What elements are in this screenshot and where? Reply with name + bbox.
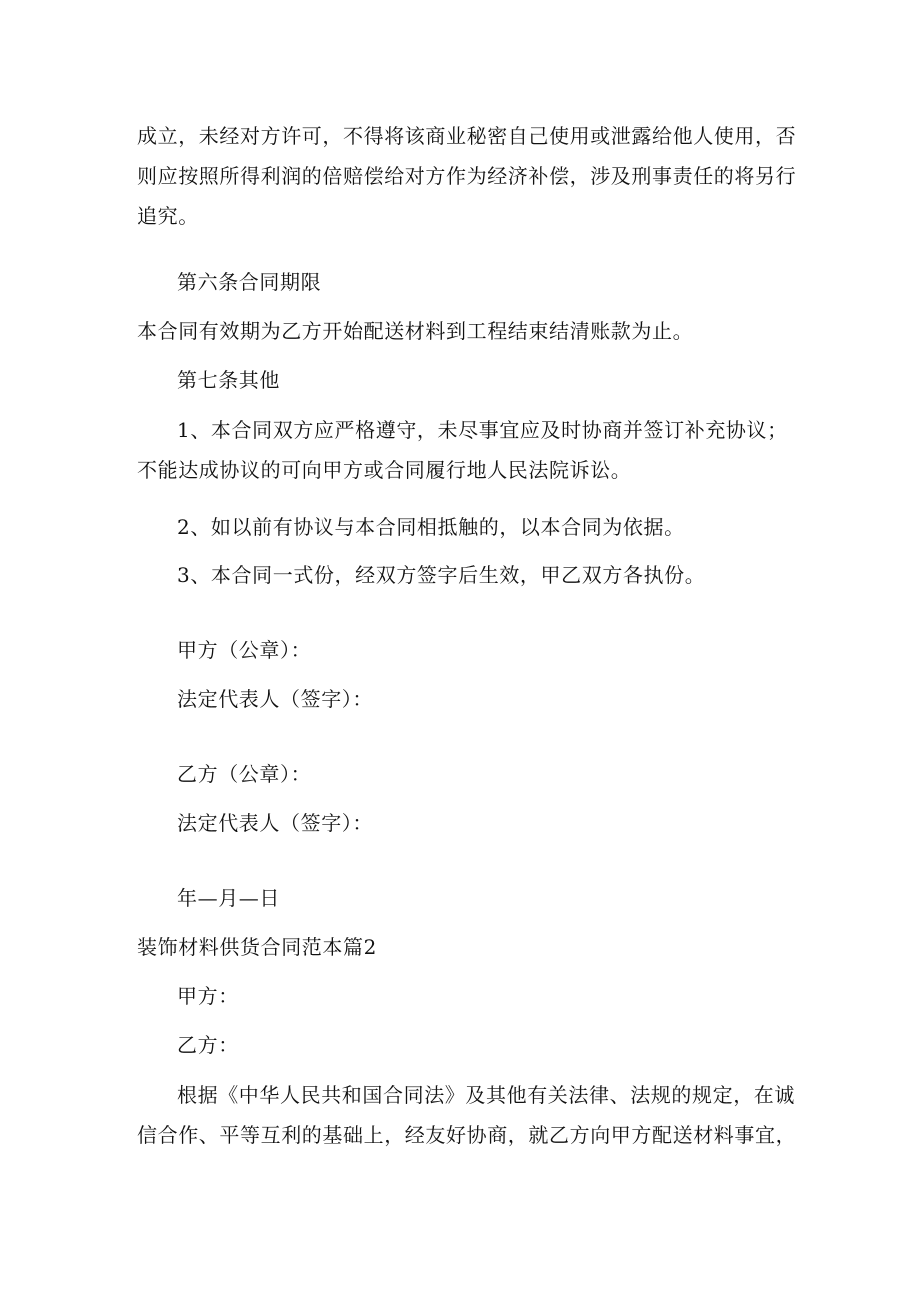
section-2-preamble: 根据《中华人民共和国合同法》及其他有关法律、法规的规定，在诚信合作、平等互利的基础上，经友好协商，就乙方向甲方配送材料事宜，: [137, 1083, 797, 1147]
party-a-representative-label: 法定代表人（签字）：: [177, 687, 373, 711]
section-2-party-b: 乙方：: [177, 1033, 239, 1057]
article-7-item-2: 2、如以前有协议与本合同相抵触的，以本合同为依据。: [177, 515, 685, 539]
article-7-item-1: 1、本合同双方应严格遵守，未尽事宜应及时协商并签订补充协议；不能达成协议的可向甲方或合同履行地人民法院诉讼。: [137, 418, 788, 482]
paragraph-continuation: 成立，未经对方许可，不得将该商业秘密自己使用或泄露给他人使用，否则应按照所得利润的倍赔偿给对方作为经济补偿，涉及刑事责任的将另行追究。: [137, 124, 797, 228]
article-7-heading: 第七条其他: [177, 368, 280, 392]
date-line: 年—月—日: [177, 886, 280, 910]
section-2-title: 装饰材料供货合同范本篇2: [137, 935, 377, 959]
article-6-body: 本合同有效期为乙方开始配送材料到工程结束结清账款为止。: [137, 319, 694, 343]
party-b-seal-label: 乙方（公章）：: [177, 762, 312, 786]
article-6-heading: 第六条合同期限: [177, 270, 322, 294]
party-b-representative-label: 法定代表人（签字）：: [177, 811, 373, 835]
section-2-party-a: 甲方：: [177, 984, 239, 1008]
article-7-item-3: 3、本合同一式份，经双方签字后生效，甲乙双方各执份。: [177, 563, 706, 587]
party-a-seal-label: 甲方（公章）：: [177, 638, 312, 662]
